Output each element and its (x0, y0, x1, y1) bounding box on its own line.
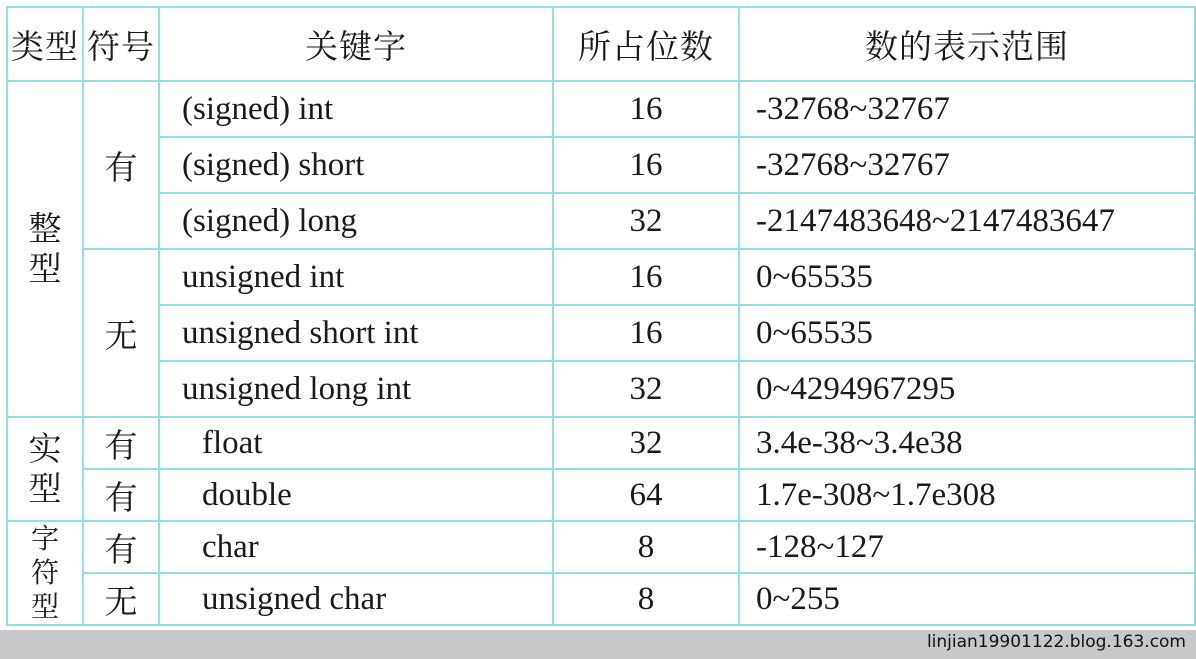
bits-cell: 32 (553, 361, 739, 417)
range-cell: -32768~32767 (739, 137, 1195, 193)
table-row (7, 249, 1195, 305)
watermark-text: linjian19901122.blog.163.com (926, 632, 1186, 652)
bits-cell: 8 (553, 573, 739, 625)
bits-cell: 64 (553, 469, 739, 521)
range-cell: -32768~32767 (739, 81, 1195, 137)
table-row (7, 521, 1195, 573)
range-cell: 0~255 (739, 573, 1195, 625)
category-char: 型 (28, 249, 62, 288)
table-row (7, 305, 1195, 361)
range-cell: -2147483648~2147483647 (739, 193, 1195, 249)
range-cell: 1.7e-308~1.7e308 (739, 469, 1195, 521)
sign-signed: 有 (83, 417, 159, 469)
bits-cell: 32 (553, 417, 739, 469)
range-cell: 3.4e-38~3.4e38 (739, 417, 1195, 469)
table-row (7, 417, 1195, 469)
category-real (7, 417, 83, 521)
keyword-cell: (signed) short (159, 137, 553, 193)
table-row (7, 137, 1195, 193)
range-cell: 0~4294967295 (739, 361, 1195, 417)
sign-signed: 有 (83, 521, 159, 573)
range-cell: -128~127 (739, 521, 1195, 573)
keyword-cell: char (159, 521, 553, 573)
header-keyword: 关键字 (159, 7, 553, 81)
table-row (7, 361, 1195, 417)
keyword-cell: unsigned int (159, 249, 553, 305)
bits-cell: 16 (553, 249, 739, 305)
category-char: 字 (30, 522, 59, 555)
category-char: 型 (30, 590, 59, 623)
sign-signed: 有 (83, 469, 159, 521)
header-range: 数的表示范围 (739, 7, 1195, 81)
table-row (7, 573, 1195, 625)
category-char: 符 (30, 556, 59, 589)
category-char: 实 (28, 429, 62, 468)
sign-signed: 有 (83, 81, 159, 249)
header-row (7, 7, 1195, 81)
table-row (7, 469, 1195, 521)
category-char-type (7, 521, 83, 625)
header-sign: 符号 (83, 7, 159, 81)
category-integer (7, 81, 83, 417)
keyword-cell: double (159, 469, 553, 521)
table-row (7, 193, 1195, 249)
range-cell: 0~65535 (739, 305, 1195, 361)
bits-cell: 16 (553, 305, 739, 361)
bits-cell: 32 (553, 193, 739, 249)
keyword-cell: float (159, 417, 553, 469)
data-type-table (6, 6, 1196, 626)
range-cell: 0~65535 (739, 249, 1195, 305)
sign-unsigned: 无 (83, 249, 159, 417)
header-bits: 所占位数 (553, 7, 739, 81)
keyword-cell: unsigned short int (159, 305, 553, 361)
keyword-cell: unsigned char (159, 573, 553, 625)
header-type: 类型 (7, 7, 83, 81)
sign-unsigned: 无 (83, 573, 159, 625)
table-row (7, 81, 1195, 137)
bits-cell: 16 (553, 137, 739, 193)
category-char: 型 (28, 469, 62, 508)
keyword-cell: (signed) int (159, 81, 553, 137)
bits-cell: 16 (553, 81, 739, 137)
keyword-cell: (signed) long (159, 193, 553, 249)
category-char: 整 (28, 209, 62, 248)
keyword-cell: unsigned long int (159, 361, 553, 417)
watermark-bar (0, 630, 1196, 659)
bits-cell: 8 (553, 521, 739, 573)
